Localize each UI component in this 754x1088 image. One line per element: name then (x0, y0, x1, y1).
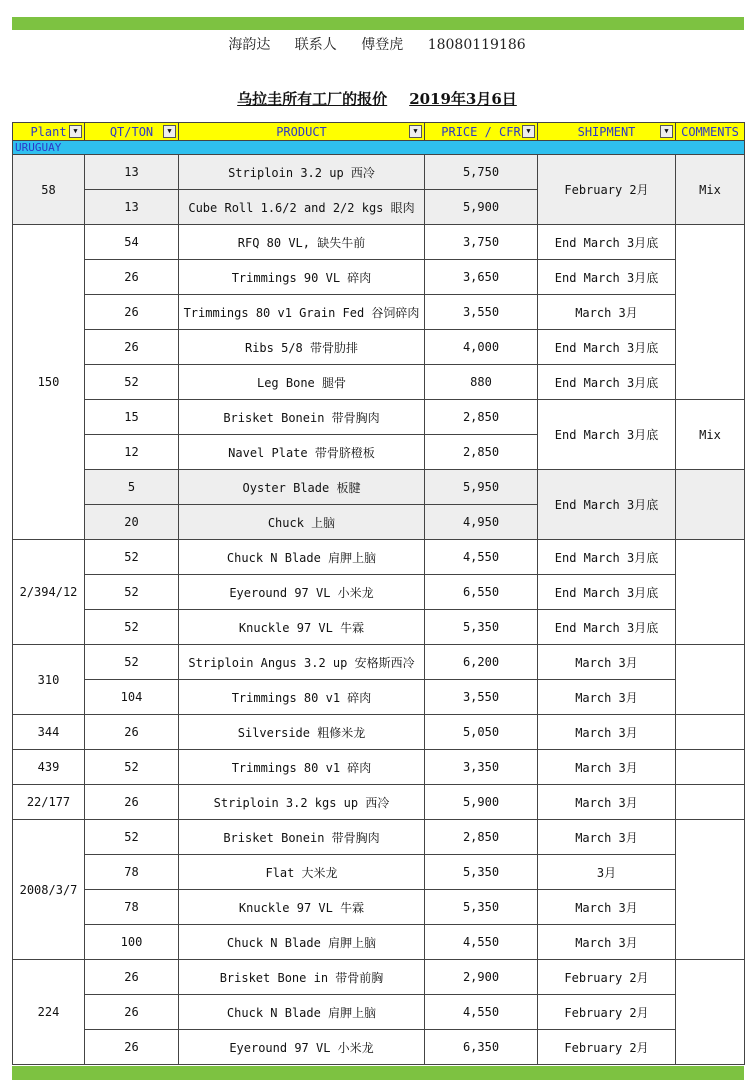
shipment-cell: March 3月 (538, 295, 676, 330)
shipment-cell: End March 3月底 (538, 365, 676, 400)
table-row (13, 855, 745, 890)
qt-cell: 26 (85, 995, 179, 1030)
shipment-cell: March 3月 (538, 645, 676, 680)
price-cell: 5,900 (425, 785, 538, 820)
plant-cell: 2008/3/7 (13, 820, 85, 960)
product-cell: Trimmings 80 v1 碎肉 (179, 750, 425, 785)
plant-cell: 224 (13, 960, 85, 1065)
title-main: 乌拉圭所有工厂的报价 (237, 90, 388, 108)
product-cell: Leg Bone 腿骨 (179, 365, 425, 400)
price-cell: 880 (425, 365, 538, 400)
comments-cell: Mix (676, 155, 745, 225)
filter-dropdown-icon[interactable]: ▼ (660, 125, 673, 138)
qt-cell: 26 (85, 295, 179, 330)
table-row (13, 820, 745, 855)
table-row (13, 995, 745, 1030)
product-cell: Brisket Bonein 带骨胸肉 (179, 820, 425, 855)
top-green-bar (12, 17, 744, 30)
product-cell: Chuck N Blade 肩胛上脑 (179, 540, 425, 575)
price-cell: 5,350 (425, 890, 538, 925)
shipment-cell: End March 3月底 (538, 400, 676, 470)
price-cell: 6,350 (425, 1030, 538, 1065)
shipment-cell: End March 3月底 (538, 575, 676, 610)
price-cell: 5,350 (425, 855, 538, 890)
comments-cell (676, 960, 745, 1065)
shipment-cell: March 3月 (538, 925, 676, 960)
column-header-price[interactable]: PRICE / CFR ▼ (425, 123, 538, 141)
product-cell: Silverside 粗修米龙 (179, 715, 425, 750)
product-cell: Chuck N Blade 肩胛上脑 (179, 925, 425, 960)
price-cell: 3,550 (425, 295, 538, 330)
shipment-cell: March 3月 (538, 890, 676, 925)
product-cell: RFQ 80 VL, 缺失牛前 (179, 225, 425, 260)
qt-cell: 20 (85, 505, 179, 540)
price-cell: 3,350 (425, 750, 538, 785)
price-cell: 2,850 (425, 435, 538, 470)
filter-dropdown-icon[interactable]: ▼ (163, 125, 176, 138)
plant-cell: 344 (13, 715, 85, 750)
table-row (13, 680, 745, 715)
price-cell: 4,550 (425, 925, 538, 960)
product-cell: Knuckle 97 VL 牛霖 (179, 610, 425, 645)
price-cell: 5,750 (425, 155, 538, 190)
comments-cell (676, 645, 745, 715)
comments-cell: Mix (676, 400, 745, 470)
qt-cell: 52 (85, 820, 179, 855)
table-row (13, 225, 745, 260)
price-cell: 3,550 (425, 680, 538, 715)
table-row (13, 610, 745, 645)
shipment-cell: End March 3月底 (538, 330, 676, 365)
table-row (13, 750, 745, 785)
plant-cell: 58 (13, 155, 85, 225)
price-cell: 3,750 (425, 225, 538, 260)
price-cell: 4,950 (425, 505, 538, 540)
table-row (13, 400, 745, 435)
product-cell: Chuck 上脑 (179, 505, 425, 540)
product-cell: Striploin 3.2 kgs up 西冷 (179, 785, 425, 820)
product-cell: Trimmings 90 VL 碎肉 (179, 260, 425, 295)
table-row (13, 540, 745, 575)
table-row (13, 645, 745, 680)
filter-dropdown-icon[interactable]: ▼ (69, 125, 82, 138)
comments-cell (676, 820, 745, 960)
qt-cell: 54 (85, 225, 179, 260)
price-cell: 2,900 (425, 960, 538, 995)
price-cell: 3,650 (425, 260, 538, 295)
column-header-plant[interactable]: Plant ▼ (13, 123, 85, 141)
qt-cell: 78 (85, 890, 179, 925)
shipment-cell: End March 3月底 (538, 610, 676, 645)
qt-cell: 100 (85, 925, 179, 960)
qt-cell: 52 (85, 575, 179, 610)
shipment-cell: 3月 (538, 855, 676, 890)
price-cell: 4,550 (425, 540, 538, 575)
qt-cell: 26 (85, 1030, 179, 1065)
product-cell: Oyster Blade 板腱 (179, 470, 425, 505)
shipment-cell: February 2月 (538, 155, 676, 225)
qt-cell: 5 (85, 470, 179, 505)
qt-cell: 52 (85, 610, 179, 645)
product-cell: Cube Roll 1.6/2 and 2/2 kgs 眼肉 (179, 190, 425, 225)
product-cell: Striploin 3.2 up 西冷 (179, 155, 425, 190)
comments-cell (676, 225, 745, 400)
contact-line (0, 34, 754, 54)
qt-cell: 15 (85, 400, 179, 435)
table-row (13, 715, 745, 750)
product-cell: Navel Plate 带骨脐橙板 (179, 435, 425, 470)
product-cell: Knuckle 97 VL 牛霖 (179, 890, 425, 925)
shipment-cell: March 3月 (538, 680, 676, 715)
shipment-cell: March 3月 (538, 715, 676, 750)
contact-name: 傅登虎 (361, 37, 404, 53)
column-header-qt[interactable]: QT/TON ▼ (85, 123, 179, 141)
title-date: 2019年3月6日 (409, 90, 517, 108)
price-cell: 6,200 (425, 645, 538, 680)
plant-cell: 310 (13, 645, 85, 715)
product-cell: Brisket Bonein 带骨胸肉 (179, 400, 425, 435)
plant-cell: 22/177 (13, 785, 85, 820)
table-row (13, 365, 745, 400)
product-cell: Trimmings 80 v1 Grain Fed 谷饲碎肉 (179, 295, 425, 330)
table-row (13, 330, 745, 365)
table-row (13, 1030, 745, 1065)
table-row (13, 470, 745, 505)
price-cell: 6,550 (425, 575, 538, 610)
qt-cell: 104 (85, 680, 179, 715)
price-cell: 4,550 (425, 995, 538, 1030)
shipment-cell: End March 3月底 (538, 225, 676, 260)
product-cell: Eyeround 97 VL 小米龙 (179, 1030, 425, 1065)
price-cell: 2,850 (425, 400, 538, 435)
qt-cell: 26 (85, 715, 179, 750)
table-row (13, 890, 745, 925)
shipment-cell: End March 3月底 (538, 540, 676, 575)
shipment-cell: February 2月 (538, 960, 676, 995)
plant-cell: 150 (13, 225, 85, 540)
qt-cell: 26 (85, 330, 179, 365)
price-cell: 2,850 (425, 820, 538, 855)
comments-cell (676, 470, 745, 540)
column-header-comments[interactable]: COMMENTS (676, 123, 745, 141)
shipment-cell: February 2月 (538, 995, 676, 1030)
price-cell: 5,950 (425, 470, 538, 505)
product-cell: Striploin Angus 3.2 up 安格斯西冷 (179, 645, 425, 680)
filter-dropdown-icon[interactable]: ▼ (522, 125, 535, 138)
shipment-cell: March 3月 (538, 750, 676, 785)
page-title (0, 88, 754, 109)
column-header-product[interactable]: PRODUCT ▼ (179, 123, 425, 141)
company-name: 海韵达 (228, 37, 271, 53)
qt-cell: 26 (85, 785, 179, 820)
qt-cell: 52 (85, 750, 179, 785)
shipment-cell: End March 3月底 (538, 470, 676, 540)
comments-cell (676, 750, 745, 785)
country-label: URUGUAY (13, 141, 745, 155)
plant-cell: 2/394/12 (13, 540, 85, 645)
table-row (13, 575, 745, 610)
qt-cell: 13 (85, 190, 179, 225)
column-header-shipment[interactable]: SHIPMENT ▼ (538, 123, 676, 141)
product-cell: Brisket Bone in 带骨前胸 (179, 960, 425, 995)
price-cell: 5,900 (425, 190, 538, 225)
qt-cell: 13 (85, 155, 179, 190)
table-row (13, 925, 745, 960)
bottom-green-bar (12, 1066, 744, 1080)
shipment-cell: March 3月 (538, 785, 676, 820)
qt-cell: 52 (85, 365, 179, 400)
quote-table (12, 122, 745, 1065)
comments-cell (676, 540, 745, 645)
quote-rows (13, 155, 745, 1065)
price-cell: 5,350 (425, 610, 538, 645)
comments-cell (676, 715, 745, 750)
contact-label: 联系人 (294, 37, 337, 53)
product-cell: Flat 大米龙 (179, 855, 425, 890)
qt-cell: 52 (85, 540, 179, 575)
shipment-cell: End March 3月底 (538, 260, 676, 295)
shipment-cell: March 3月 (538, 820, 676, 855)
price-cell: 4,000 (425, 330, 538, 365)
header-row (13, 123, 745, 141)
plant-cell: 439 (13, 750, 85, 785)
table-row (13, 785, 745, 820)
country-row (13, 141, 745, 155)
qt-cell: 26 (85, 260, 179, 295)
qt-cell: 52 (85, 645, 179, 680)
comments-cell (676, 785, 745, 820)
product-cell: Eyeround 97 VL 小米龙 (179, 575, 425, 610)
table-row (13, 960, 745, 995)
product-cell: Chuck N Blade 肩胛上脑 (179, 995, 425, 1030)
price-cell: 5,050 (425, 715, 538, 750)
phone-number: 18080119186 (427, 37, 526, 53)
table-row (13, 260, 745, 295)
shipment-cell: February 2月 (538, 1030, 676, 1065)
table-row (13, 295, 745, 330)
filter-dropdown-icon[interactable]: ▼ (409, 125, 422, 138)
product-cell: Ribs 5/8 带骨肋排 (179, 330, 425, 365)
product-cell: Trimmings 80 v1 碎肉 (179, 680, 425, 715)
table-row (13, 155, 745, 190)
qt-cell: 26 (85, 960, 179, 995)
qt-cell: 78 (85, 855, 179, 890)
qt-cell: 12 (85, 435, 179, 470)
